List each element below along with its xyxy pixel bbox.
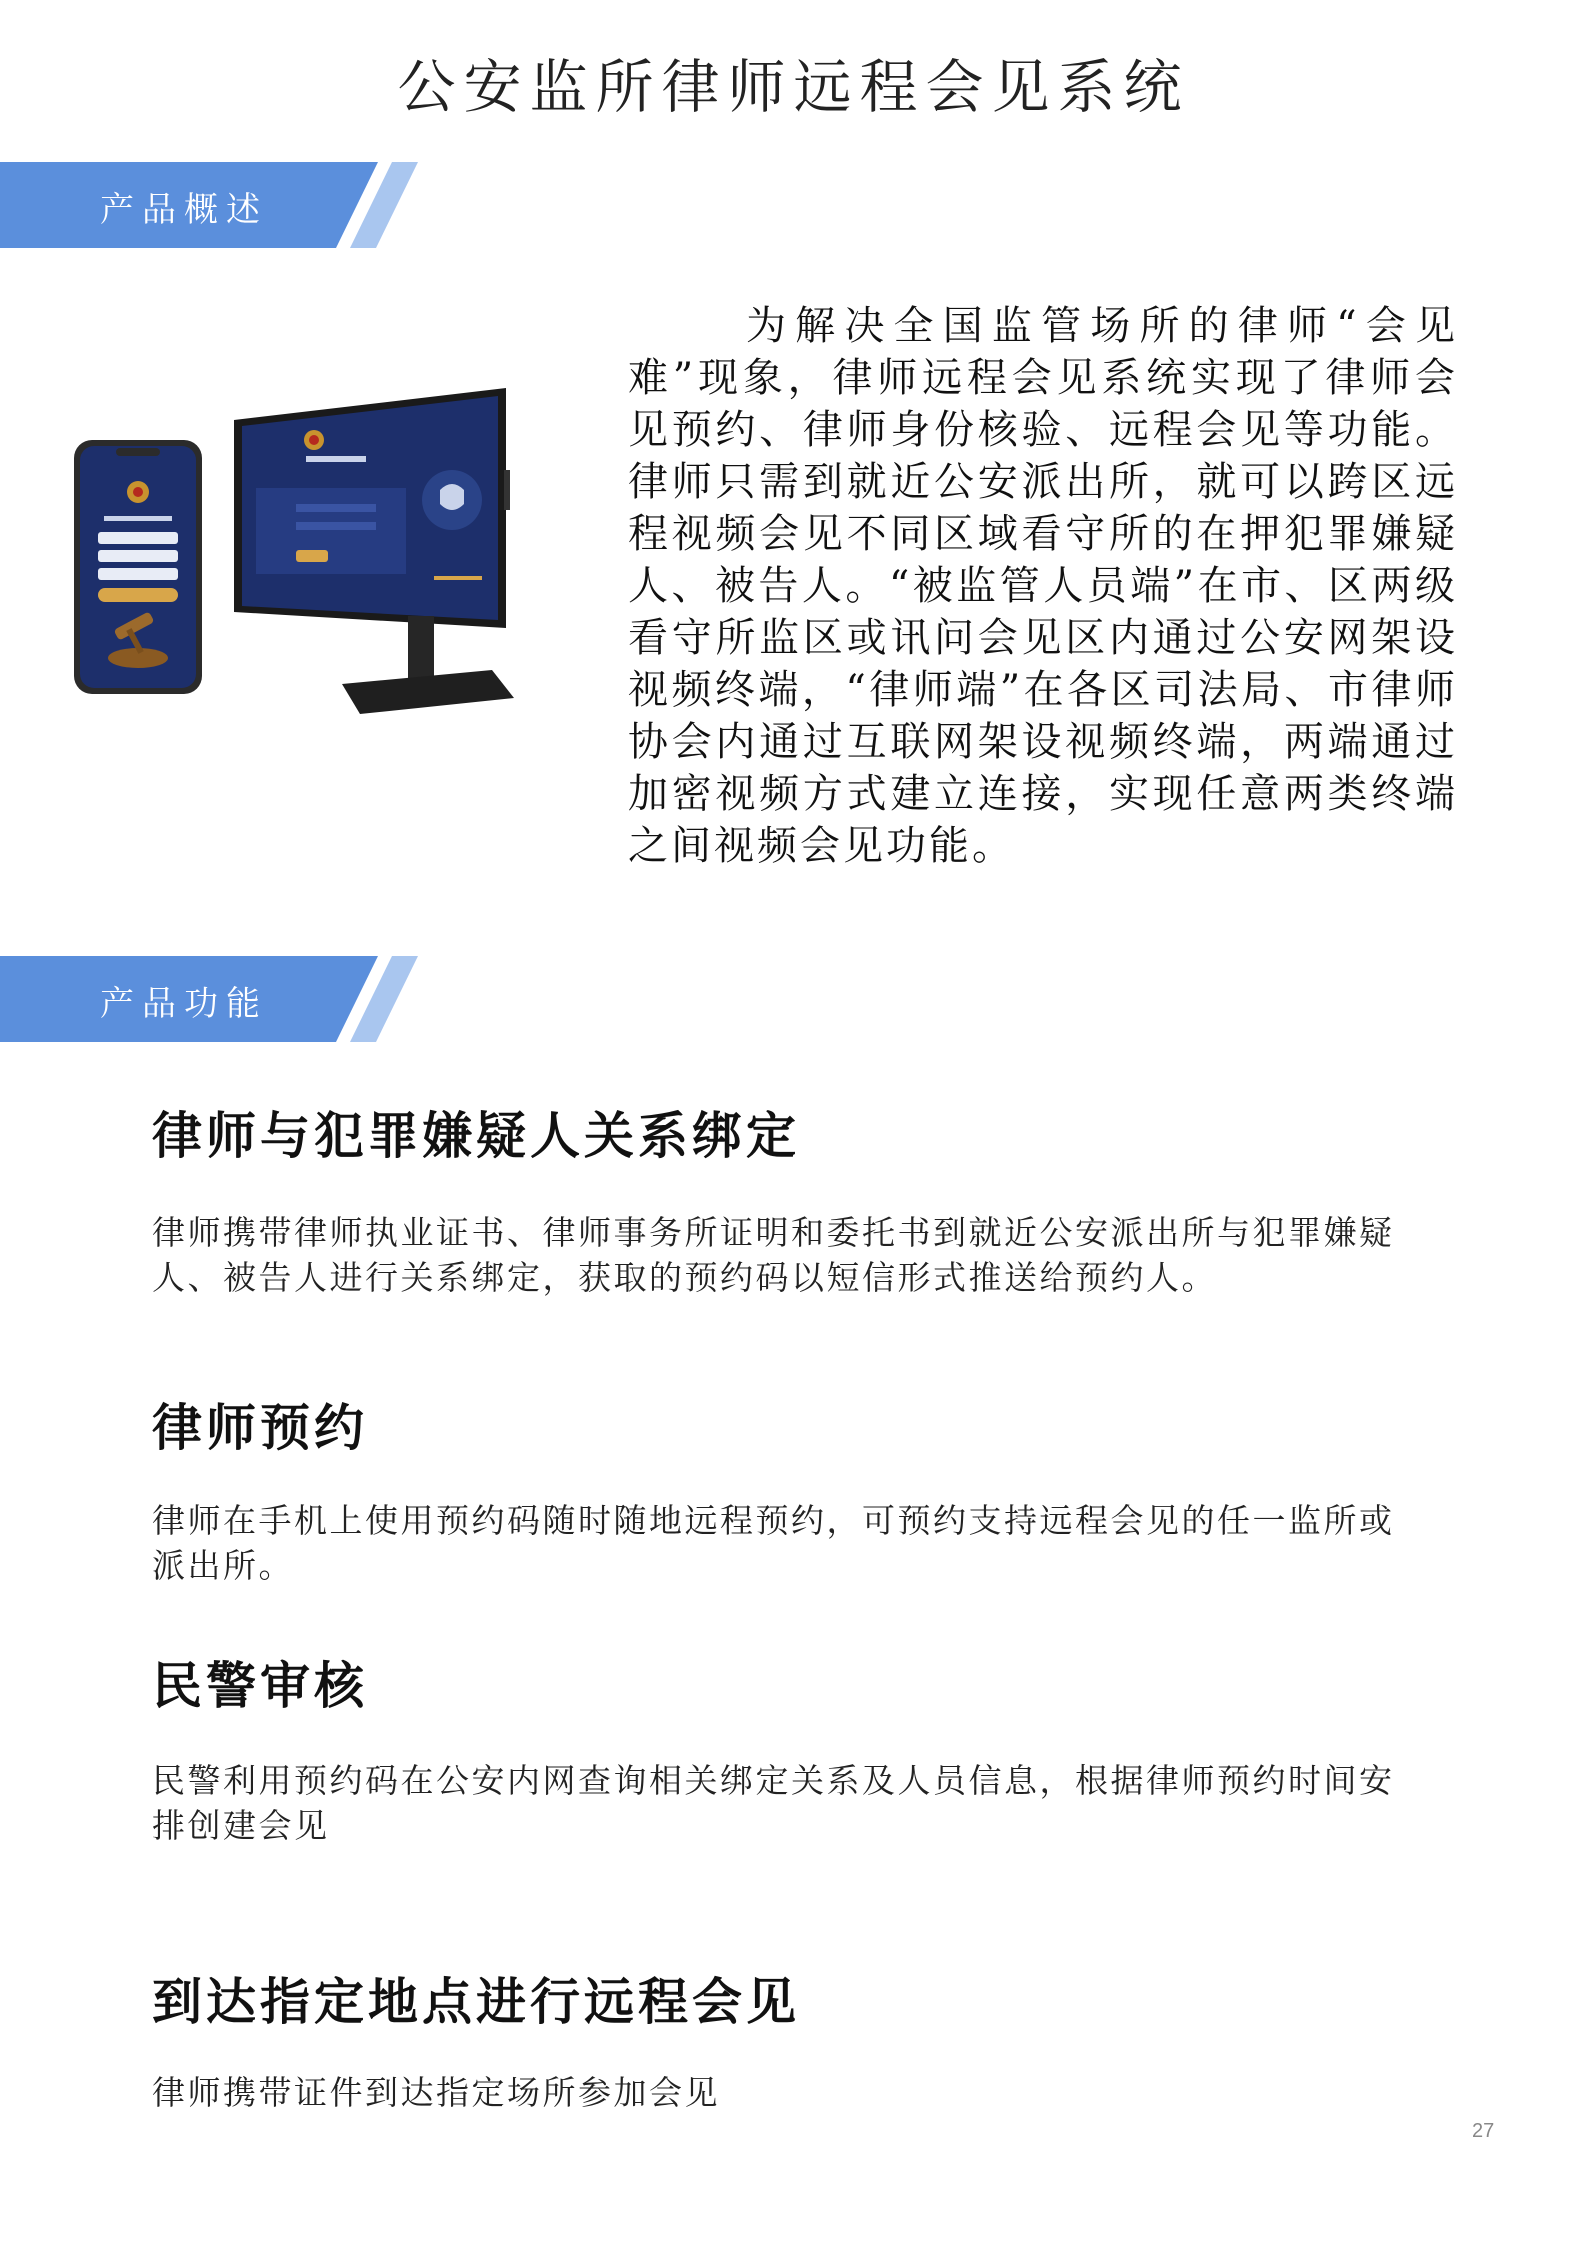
- section-label-features: 产品功能: [100, 984, 268, 1024]
- page-number: 27: [1472, 2120, 1495, 2142]
- feature-heading-remote-meeting: 到达指定地点进行远程会见: [152, 1973, 800, 2031]
- feature-body-appointment: 律师在手机上使用预约码随时随地远程预约，可预约支持远程会见的任一监所或派出所。: [152, 1501, 1395, 1585]
- feature-body-remote-meeting: 律师携带证件到达指定场所参加会见: [152, 2073, 720, 2112]
- feature-body-binding: 律师携带律师执业证书、律师事务所证明和委托书到就近公安派出所与犯罪嫌疑人、被告人进行关系绑定，获取的预约码以短信形式推送给预约人。: [152, 1213, 1395, 1297]
- monitor-image: [234, 388, 514, 714]
- device-illustration: [74, 380, 524, 740]
- feature-body-review: 民警利用预约码在公安内网查询相关绑定关系及人员信息，根据律师预约时间安排创建会见: [152, 1761, 1395, 1845]
- feature-heading-review: 民警审核: [152, 1657, 368, 1715]
- section-label-overview: 产品概述: [100, 190, 268, 230]
- overview-paragraph: 为解决全国监管场所的律师“会见难”现象，律师远程会见系统实现了律师会见预约、律师身份核验、远程会见等功能。律师只需到就近公安派出所，就可以跨区远程视频会见不同区域看守所的在押犯罪嫌疑人、被告人。“被监管人员端”在市、区两级看守所监区或讯问会见区内通过公安网架设视频终端，“律师端”在各区司法局、市律师协会内通过互联网架设视频终端，两端通过加密视频方式建立连接，实现任意两类终端之间视频会见功能。: [628, 303, 1458, 869]
- section-banner-features: [0, 956, 420, 1042]
- section-banner-overview: [0, 162, 420, 248]
- phone-image: [74, 440, 202, 694]
- feature-heading-appointment: 律师预约: [152, 1399, 368, 1457]
- page-title: 公安监所律师远程会见系统: [397, 53, 1190, 121]
- feature-heading-binding: 律师与犯罪嫌疑人关系绑定: [152, 1107, 800, 1165]
